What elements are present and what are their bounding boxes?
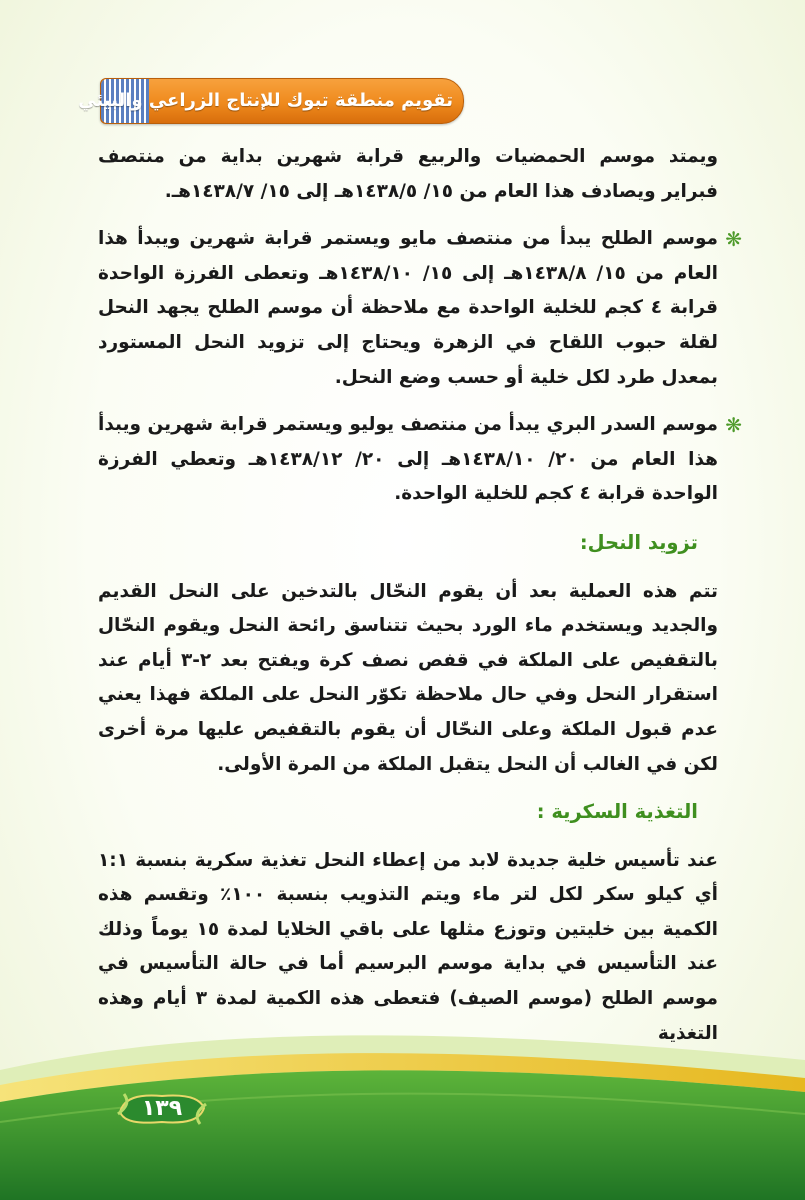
- bullet-item-talh: [98, 222, 742, 395]
- flower-bullet-icon: ❋: [725, 227, 742, 252]
- sugar-feeding-paragraph: عند تأسيس خلية جديدة لابد من إعطاء النحل تغذية سكرية بنسبة ١:١ أي كيلو سكر لكل لتر ماء ويتم التذويب بنسبة ١٠٠٪ وتقسم هذه الكمية بين خليتين وتوزع مثلها على باقي الخلايا لمدة ١٥ يوماً وذلك عند التأسيس في بداية موسم البرسيم أما في حالة التأسيس في موسم الطلح (موسم الصيف) فتعطى هذه الكمية لمدة ٣ أيام وهذه التغذية: [98, 849, 719, 1044]
- section-heading-sugar-feeding: التغذية السكرية :: [536, 800, 698, 824]
- intro-paragraph: ويمتد موسم الحمضيات والربيع قرابة شهرين بداية من منتصف فبراير ويصادف هذا العام من ١٥/ ١٤٣٨/٥هـ إلى ١٥/ ١٤٣٨/٧هـ.: [98, 146, 718, 202]
- bullet-text: موسم الطلح يبدأ من منتصف مايو ويستمر قرابة شهرين ويبدأ هذا العام من ١٥/ ١٤٣٨/٨هـ إلى ١٥/ ١٤٣٨/١٠هـ وتعطى الفرزة الواحدة قرابة ٤ كجم للخلية الواحدة مع ملاحظة أن موسم الطلح يجهد النحل لقلة حبوب اللقاح في الزهرة ويحتاج إلى تزويد النحل المستورد بمعدل طرد لكل خلية أو حسب وضع النحل.: [98, 228, 719, 388]
- bee-supply-paragraph: تتم هذه العملية بعد أن يقوم النحّال بالتدخين على النحل القديم والجديد ويستخدم ماء الورد بحيث تتناسق رائحة النحل ويقوم النحّال بالتقفيص على الملكة في قفص نصف كرة ويفتح بعد ٢-٣ أيام عند استقرار النحل وفي حال ملاحظة تكوّر النحل على الملكة فهذا يعني عدم قبول الملكة وعلى النحّال أن يقوم بالتقفيص عليها مرة أخرى لكن في الغالب أن النحل يتقبل الملكة من المرة الأولى.: [98, 580, 718, 775]
- section-heading-bee-supply: تزويد النحل:: [579, 530, 698, 554]
- page-number-badge: [116, 1090, 208, 1128]
- page-number: ١٣٩: [141, 1096, 183, 1121]
- header-banner: [78, 78, 464, 124]
- flower-bullet-icon: ❋: [725, 413, 742, 438]
- bullet-text: موسم السدر البري يبدأ من منتصف يوليو ويستمر قرابة شهرين ويبدأ هذا العام من ٢٠/ ١٤٣٨/١٠هـ إلى ٢٠/ ١٤٣٨/١٢هـ وتعطي الفرزة الواحدة قرابة ٤ كجم للخلية الواحدة.: [98, 414, 719, 505]
- main-text: [98, 140, 742, 1051]
- bullet-item-sidr: [98, 408, 742, 512]
- header-title: تقويم منطقة تبوك للإنتاج الزراعي والبيئي: [78, 90, 453, 111]
